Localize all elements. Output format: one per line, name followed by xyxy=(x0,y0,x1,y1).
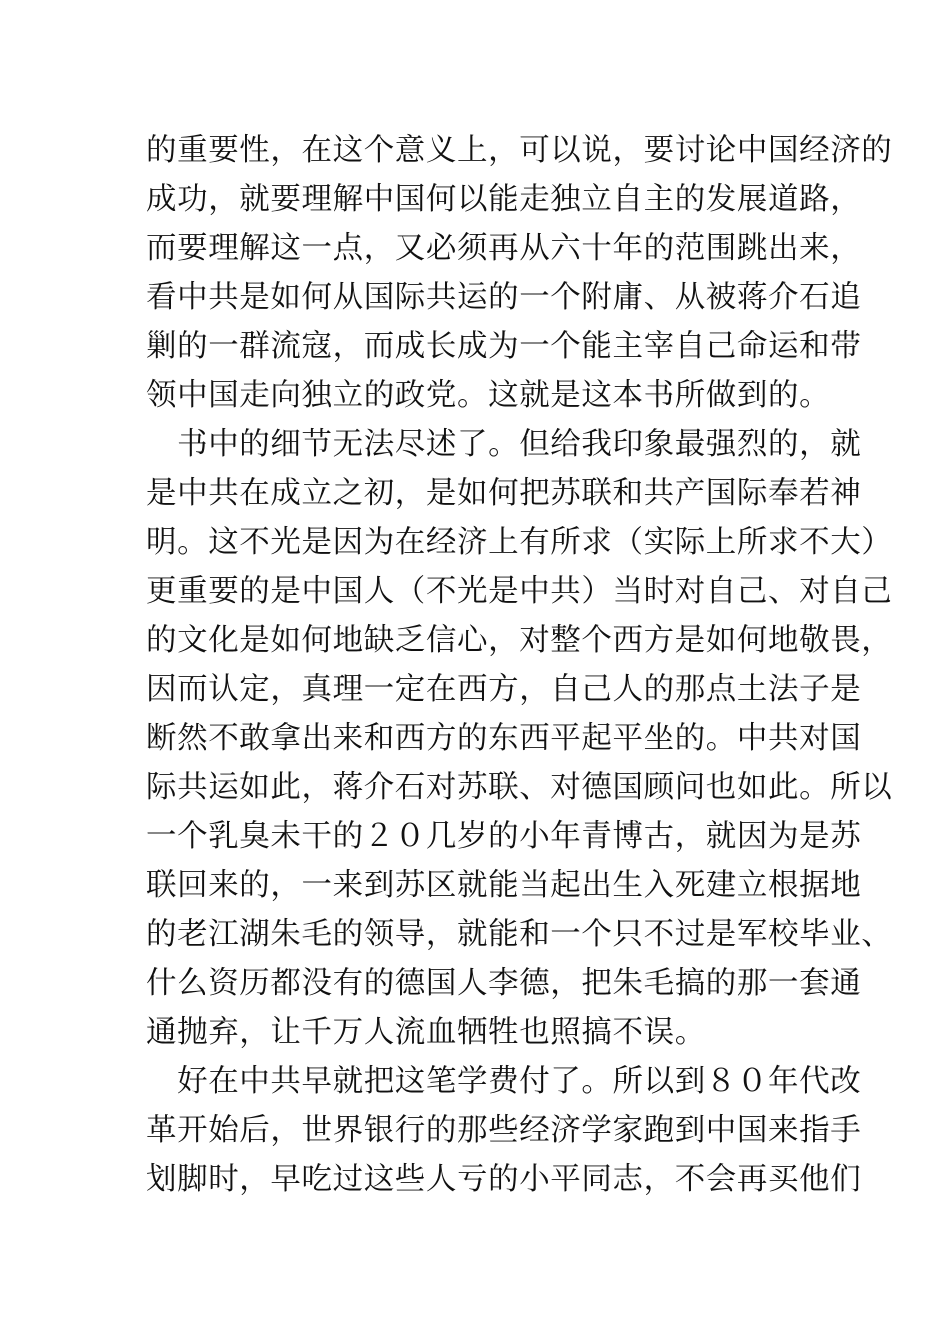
text-line: 际共运如此，蒋介石对苏联、对德国顾问也如此。所以 xyxy=(146,770,893,805)
text-line: 更重要的是中国人（不光是中共）当时对自己、对自己 xyxy=(146,574,893,609)
text-line: 看中共是如何从国际共运的一个附庸、从被蒋介石追 xyxy=(146,280,862,315)
text-line: 断然不敢拿出来和西方的东西平起平坐的。中共对国 xyxy=(146,721,862,756)
text-line: 通抛弃，让千万人流血牺牲也照搞不误。 xyxy=(146,1015,706,1050)
text-line: 划脚时，早吃过这些人亏的小平同志，不会再买他们 xyxy=(146,1162,862,1197)
text-line: 书中的细节无法尽述了。但给我印象最强烈的，就 xyxy=(146,427,862,462)
text-line: 的文化是如何地缺乏信心，对整个西方是如何地敬畏， xyxy=(146,623,893,658)
text-line: 好在中共早就把这笔学费付了。所以到８０年代改 xyxy=(146,1064,862,1099)
text-line: 领中国走向独立的政党。这就是这本书所做到的。 xyxy=(146,378,831,413)
text-line: 剿的一群流寇，而成长成为一个能主宰自己命运和带 xyxy=(146,329,862,364)
body-text xyxy=(146,126,893,1204)
text-line: 而要理解这一点，又必须再从六十年的范围跳出来， xyxy=(146,231,862,266)
text-line: 因而认定，真理一定在西方，自己人的那点土法子是 xyxy=(146,672,862,707)
text-line: 是中共在成立之初，是如何把苏联和共产国际奉若神 xyxy=(146,476,862,511)
text-line: 革开始后，世界银行的那些经济学家跑到中国来指手 xyxy=(146,1113,862,1148)
text-line: 明。这不光是因为在经济上有所求（实际上所求不大） xyxy=(146,525,893,560)
text-line: 一个乳臭未干的２０几岁的小年青博古，就因为是苏 xyxy=(146,819,862,854)
text-line: 联回来的，一来到苏区就能当起出生入死建立根据地 xyxy=(146,868,862,903)
text-line: 成功，就要理解中国何以能走独立自主的发展道路， xyxy=(146,182,862,217)
text-line: 什么资历都没有的德国人李德，把朱毛搞的那一套通 xyxy=(146,966,862,1001)
text-line: 的重要性，在这个意义上，可以说，要讨论中国经济的 xyxy=(146,133,893,168)
text-line: 的老江湖朱毛的领导，就能和一个只不过是军校毕业、 xyxy=(146,917,893,952)
